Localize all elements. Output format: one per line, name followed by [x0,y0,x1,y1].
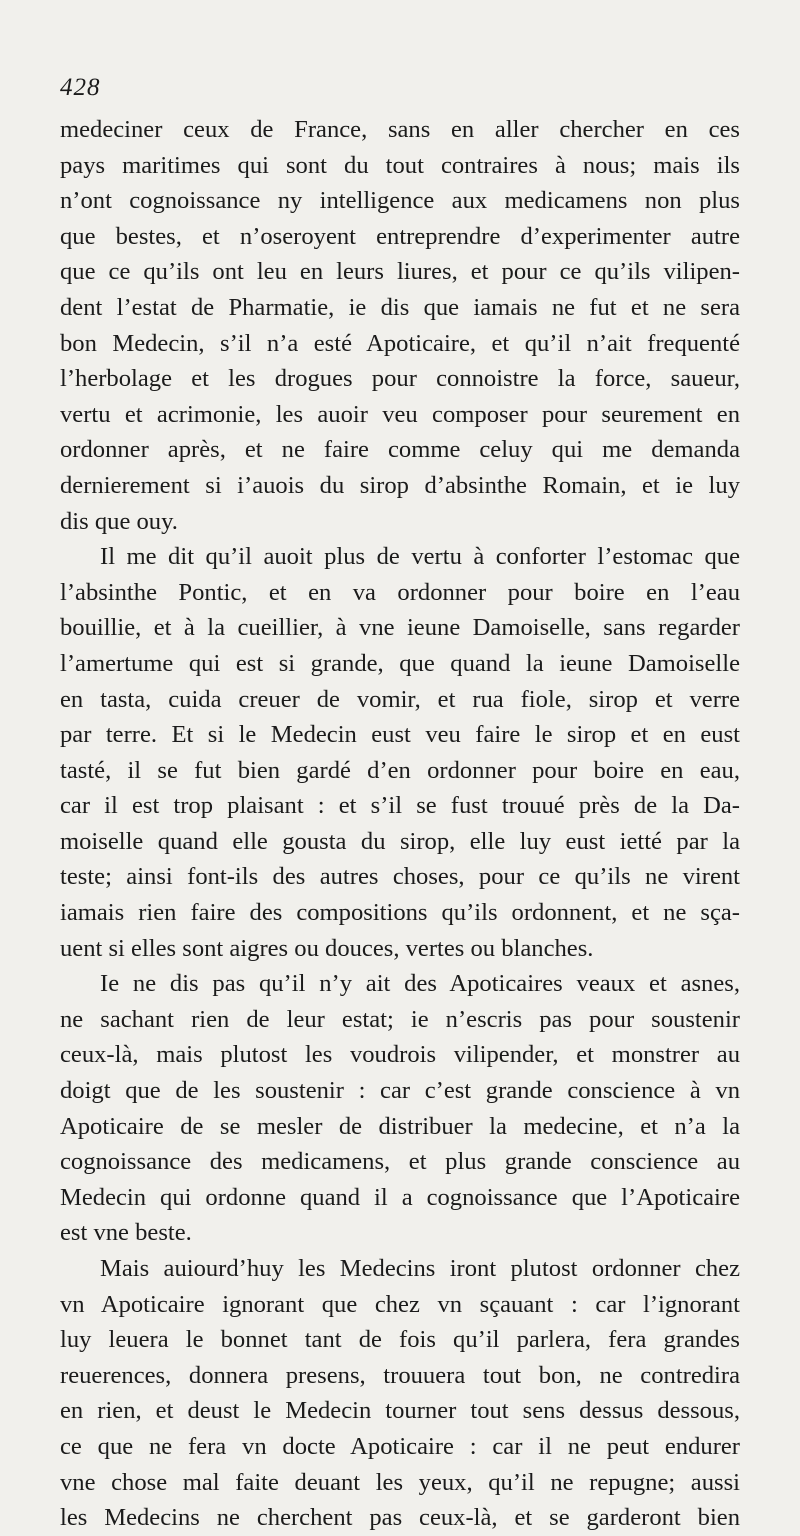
text-line: l’amertume qui est si grande, que quand la ieune Damoiselle [60,649,740,677]
text-line: Ie ne dis pas qu’il n’y ait des Apoticaires veaux et asnes, [100,970,740,998]
text-line: Mais auiourd’huy les Medecins iront plutost ordonner chez [100,1255,740,1282]
text-line: Apoticaire de se mesler de distribuer la medecine, et n’a la [60,1112,740,1140]
text-line: reuerences, donnera presens, trouuera tout bon, ne contredira [60,1361,740,1389]
text-line: iamais rien faire des compositions qu’ils ordonnent, et ne sça- [60,899,740,927]
body-text [60,112,740,1536]
text-line: car il est trop plaisant : et s’il se fust trouué près de la Da- [60,792,740,820]
text-line: l’herbolage et les drogues pour connoistre la force, saueur, [60,365,740,393]
text-line: dent l’estat de Pharmatie, ie dis que iamais ne fut et ne sera [60,293,740,321]
text-line: en tasta, cuida creuer de vomir, et rua fiole, sirop et verre [60,685,740,713]
text-line: doigt que de les soustenir : car c’est grande conscience à vn [60,1077,740,1105]
text-line: que ce qu’ils ont leu en leurs liures, et pour ce qu’ils vilipen- [60,258,740,286]
text-line: ordonner après, et ne faire comme celuy qui me demanda [60,436,740,464]
text-line: cognoissance des medicamens, et plus grande conscience au [60,1148,740,1176]
text-line: medeciner ceux de France, sans en aller chercher en ces [60,116,740,143]
text-line: vne chose mal faite deuant les yeux, qu’il ne repugne; aussi [60,1468,740,1496]
text-line: les Medecins ne cherchent pas ceux-là, et se garderont bien [60,1504,740,1532]
text-line: uent si elles sont aigres ou douces, vertes ou blanches. [60,934,594,962]
text-line: est vne beste. [60,1219,192,1247]
text-line: tasté, il se fut bien gardé d’en ordonner pour boire en eau, [60,756,740,784]
text-line: ceux-là, mais plutost les voudrois vilipender, et monstrer au [60,1041,740,1069]
text-line: vertu et acrimonie, les auoir veu composer pour seurement en [60,400,740,428]
text-line: ce que ne fera vn docte Apoticaire : car il ne peut endurer [60,1432,740,1460]
text-line: ne sachant rien de leur estat; ie n’escris pas pour soustenir [60,1005,740,1033]
text-line: n’ont cognoissance ny intelligence aux medicamens non plus [60,187,740,215]
text-line: moiselle quand elle gousta du sirop, elle luy eust ietté par la [60,827,740,855]
text-line: pays maritimes qui sont du tout contraires à nous; mais ils [60,151,740,179]
text-line: dernierement si i’auois du sirop d’absinthe Romain, et ie luy [60,471,740,499]
text-line: que bestes, et n’oseroyent entreprendre d’experimenter autre [60,222,740,250]
text-line: Il me dit qu’il auoit plus de vertu à conforter l’estomac que [100,543,740,571]
page-number: 428 [60,74,101,101]
text-line: bon Medecin, s’il n’a esté Apoticaire, et qu’il n’ait frequenté [60,329,740,357]
text-line: l’absinthe Pontic, et en va ordonner pour boire en l’eau [60,578,740,606]
text-line: Medecin qui ordonne quand il a cognoissance que l’Apoticaire [60,1183,740,1211]
text-line: en rien, et deust le Medecin tourner tout sens dessus dessous, [60,1397,740,1425]
text-line: vn Apoticaire ignorant que chez vn sçauant : car l’ignorant [60,1290,740,1318]
text-line: luy leuera le bonnet tant de fois qu’il parlera, fera grandes [60,1326,740,1354]
text-line: par terre. Et si le Medecin eust veu faire le sirop et en eust [60,721,740,749]
text-line: bouillie, et à la cueillier, à vne ieune Damoiselle, sans regarder [60,614,740,642]
text-line: dis que ouy. [60,507,178,535]
text-line: teste; ainsi font-ils des autres choses, pour ce qu’ils ne virent [60,863,740,891]
